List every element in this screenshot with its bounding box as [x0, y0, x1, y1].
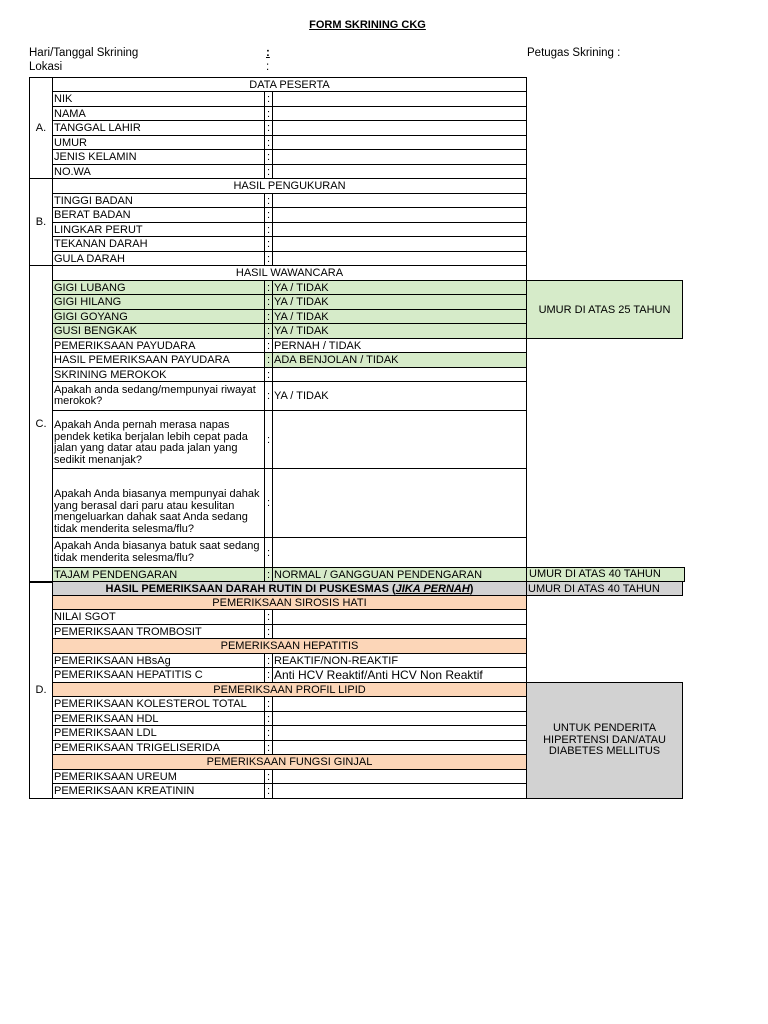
age-40-note-darah: UMUR DI ATAS 40 TAHUN [527, 582, 683, 596]
field-label: UMUR [53, 136, 265, 150]
age-40-note-tajam: UMUR DI ATAS 40 TAHUN [526, 567, 685, 582]
officer-label: Petugas Skrining : [527, 47, 621, 59]
field-label: PEMERIKSAAN LDL [53, 726, 265, 741]
field-colon: : [265, 281, 273, 295]
field-colon: : [265, 92, 273, 107]
field-label: SKRINING MEROKOK [53, 368, 265, 382]
kreatinin-input-cell[interactable] [273, 784, 527, 799]
field-colon: : [265, 223, 273, 237]
field-label: PEMERIKSAAN UREUM [53, 770, 265, 784]
field-label: NAMA [53, 107, 265, 121]
merokok-option[interactable]: YA / TIDAK [273, 382, 527, 411]
location-label: Lokasi [29, 61, 63, 73]
section-b-heading: HASIL PENGUKURAN [53, 179, 527, 194]
section-a-letter: A. [30, 78, 53, 179]
jenis-kelamin-input-cell[interactable] [273, 150, 527, 165]
field-label: GIGI HILANG [53, 295, 265, 310]
field-colon: : [265, 726, 273, 741]
section-b-letter: B. [30, 179, 53, 266]
gigi-lubang-option[interactable]: YA / TIDAK [273, 281, 527, 295]
hdl-input-cell[interactable] [273, 712, 527, 726]
dahak-input-cell[interactable] [273, 469, 527, 538]
field-colon: : [265, 136, 273, 150]
field-label: BERAT BADAN [53, 208, 265, 223]
hbsag-option[interactable]: REAKTIF/NON-REAKTIF [273, 654, 527, 668]
tanggal-lahir-input-cell[interactable] [273, 121, 527, 136]
field-label: TAJAM PENDENGARAN [53, 568, 265, 582]
field-label: PEMERIKSAAN TRIGELISERIDA [53, 741, 265, 755]
question-dahak: Apakah Anda biasanya mempunyai dahak yang berasal dari paru atau kesulitan mengeluarkan dahak saat Anda sedang tidak menderita selesma/flu? [53, 469, 265, 538]
field-label: PEMERIKSAAN HBsAg [53, 654, 265, 668]
merokok-input-cell[interactable] [273, 368, 527, 382]
form-title: FORM SKRINING CKG [309, 19, 426, 31]
ureum-input-cell[interactable] [273, 770, 527, 784]
hasil-payudara-option[interactable]: ADA BENJOLAN / TIDAK [273, 353, 527, 368]
question-merokok: Apakah anda sedang/mempunyai riwayat merokok? [53, 382, 265, 411]
field-colon: : [265, 568, 273, 582]
field-colon: : [265, 121, 273, 136]
field-label: JENIS KELAMIN [53, 150, 265, 165]
field-colon: : [265, 741, 273, 755]
field-label: TEKANAN DARAH [53, 237, 265, 252]
field-colon: : [265, 252, 273, 266]
kolesterol-input-cell[interactable] [273, 697, 527, 712]
lingkar-perut-input-cell[interactable] [273, 223, 527, 237]
field-colon: : [265, 784, 273, 799]
section-d-table [29, 581, 683, 799]
question-napas-pendek: Apakah Anda pernah merasa napas pendek ketika berjalan lebih cepat pada jalan yang datar atau pada jalan yang sedikit menanjak? [53, 411, 265, 469]
gusi-bengkak-option[interactable]: YA / TIDAK [273, 324, 527, 339]
tekanan-darah-input-cell[interactable] [273, 237, 527, 252]
lipid-heading: PEMERIKSAAN PROFIL LIPID [53, 683, 527, 697]
umur-input-cell[interactable] [273, 136, 527, 150]
gula-darah-input-cell[interactable] [273, 252, 527, 266]
hipertensi-note: UNTUK PENDERITA HIPERTENSI DAN/ATAU DIABETES MELLITUS [527, 683, 683, 799]
gigi-hilang-option[interactable]: YA / TIDAK [273, 295, 527, 310]
field-colon: : [265, 237, 273, 252]
section-c-heading: HASIL WAWANCARA [53, 266, 527, 281]
sgot-input-cell[interactable] [273, 610, 527, 625]
field-label: PEMERIKSAAN PAYUDARA [53, 339, 265, 353]
field-label: GIGI GOYANG [53, 310, 265, 324]
screening-form-table [29, 77, 683, 583]
field-colon: : [265, 625, 273, 639]
field-colon: : [265, 353, 273, 368]
question-batuk: Apakah Anda biasanya batuk saat sedang tidak menderita selesma/flu? [53, 538, 265, 568]
field-label: LINGKAR PERUT [53, 223, 265, 237]
location-colon: : [266, 61, 270, 73]
field-colon: : [265, 668, 273, 683]
sirosis-heading: PEMERIKSAAN SIROSIS HATI [53, 596, 527, 610]
ginjal-heading: PEMERIKSAAN FUNGSI GINJAL [53, 755, 527, 770]
field-colon: : [265, 107, 273, 121]
section-c-letter: C. [30, 266, 53, 583]
field-label: GIGI LUBANG [53, 281, 265, 295]
hepatitis-c-option[interactable]: Anti HCV Reaktif/Anti HCV Non Reaktif [273, 668, 527, 683]
field-colon: : [265, 697, 273, 712]
field-colon: : [265, 469, 273, 538]
field-colon: : [265, 295, 273, 310]
field-colon: : [265, 411, 273, 469]
field-colon: : [265, 310, 273, 324]
field-label: PEMERIKSAAN TROMBOSIT [53, 625, 265, 639]
no-wa-input-cell[interactable] [273, 165, 527, 179]
field-colon: : [265, 382, 273, 411]
berat-badan-input-cell[interactable] [273, 208, 527, 223]
age-25-note: UMUR DI ATAS 25 TAHUN [527, 281, 683, 339]
trombosit-input-cell[interactable] [273, 625, 527, 639]
field-label: NILAI SGOT [53, 610, 265, 625]
field-colon: : [265, 194, 273, 208]
date-colon: : [266, 47, 270, 59]
field-colon: : [265, 150, 273, 165]
field-label: GUSI BENGKAK [53, 324, 265, 339]
gigi-goyang-option[interactable]: YA / TIDAK [273, 310, 527, 324]
field-label: TINGGI BADAN [53, 194, 265, 208]
field-label: PEMERIKSAAN KOLESTEROL TOTAL [53, 697, 265, 712]
tajam-pendengaran-option[interactable]: NORMAL / GANGGUAN PENDENGARAN [273, 568, 527, 582]
field-colon: : [265, 712, 273, 726]
hepatitis-heading: PEMERIKSAAN HEPATITIS [53, 639, 527, 654]
section-d-letter: D. [30, 582, 53, 799]
field-colon: : [265, 208, 273, 223]
field-colon: : [265, 770, 273, 784]
field-label: NIK [53, 92, 265, 107]
field-label: PEMERIKSAAN HEPATITIS C [53, 668, 265, 683]
batuk-input-cell[interactable] [273, 538, 527, 568]
field-label: TANGGAL LAHIR [53, 121, 265, 136]
field-label: NO.WA [53, 165, 265, 179]
trigliserida-input-cell[interactable] [273, 741, 527, 755]
ldl-input-cell[interactable] [273, 726, 527, 741]
section-a-heading: DATA PESERTA [53, 78, 527, 92]
field-label: HASIL PEMERIKSAAN PAYUDARA [53, 353, 265, 368]
field-colon: : [265, 610, 273, 625]
field-colon: : [265, 654, 273, 668]
field-label: PEMERIKSAAN HDL [53, 712, 265, 726]
tinggi-badan-input-cell[interactable] [273, 194, 527, 208]
field-label: PEMERIKSAAN KREATININ [53, 784, 265, 799]
field-colon: : [265, 324, 273, 339]
nik-input-cell[interactable] [273, 92, 527, 107]
field-colon: : [265, 165, 273, 179]
nama-input-cell[interactable] [273, 107, 527, 121]
field-label: GULA DARAH [53, 252, 265, 266]
napas-pendek-input-cell[interactable] [273, 411, 527, 469]
field-colon: : [265, 368, 273, 382]
date-label: Hari/Tanggal Skrining [29, 47, 139, 59]
field-colon: : [265, 339, 273, 353]
field-colon: : [265, 538, 273, 568]
section-d-heading: HASIL PEMERIKSAAN DARAH RUTIN DI PUSKESMAS (JIKA PERNAH) [53, 582, 527, 596]
payudara-option[interactable]: PERNAH / TIDAK [273, 339, 527, 353]
